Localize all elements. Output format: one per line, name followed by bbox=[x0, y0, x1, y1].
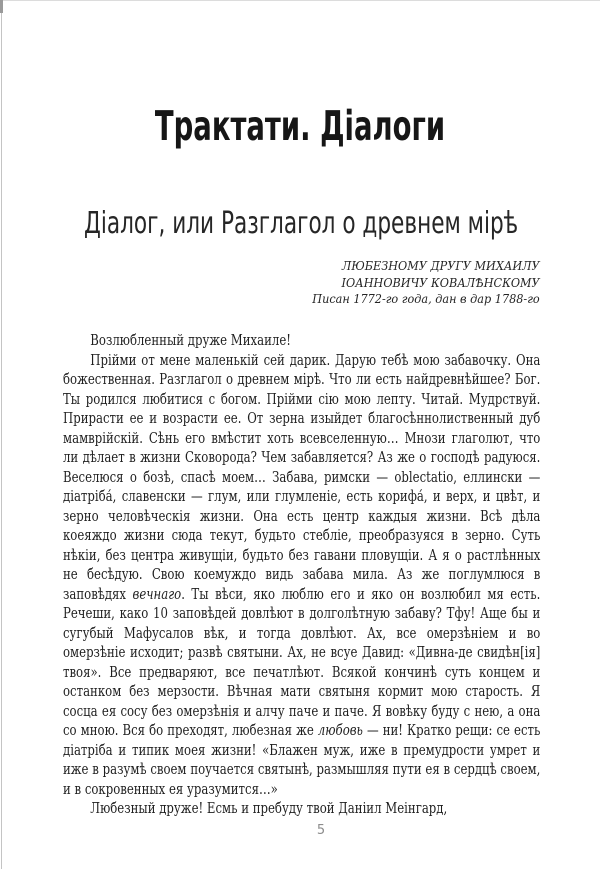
dedication-line-3: Писан 1772-го года, дан в дар 1788-го bbox=[312, 291, 540, 306]
page-left-edge-line bbox=[1, 0, 2, 869]
paragraph-main: Прійми от мене маленькій сей дарик. Дарую тебѣ мою забавочку. Она божественная. Разглагол о древнем мірѣ. Что ли есть найдревнѣйшее? Бог. Ты родился любитися с богом. Прійми сію мою лепту. Читай. Мудрствуй. Прирасти ее и возрасти ее. От зерна изыйдет благосѣннолиственный дуб мамврійскій. Сѣнь его вмѣстит хоть всевселенную… Мнози глаголют, что ли дѣлает в жизни Сковорода? Чем забавляется? Аз же о господѣ радуюся. Веселюся о бозѣ, спасѣ моем… Забава, римски — oblectatio, еллински — діатріба́, славенски — глум, или глумленіе, есть корифа́, и верх, и цвѣт, и зерно человѣческія жизни. Она есть центр каждыя жизни. Всѣ дѣла коеяждо жизни сюда текут, будьто стебліе, преобразуяся в зерно. Суть нѣкіи, без центра живущіи, будьто без гавани пловущіи. А я о растлѣнных не бесѣдую. Свою коемуждо видь забава мила. Аз же поглумлюся в заповѣдях вечнаго. Ты вѣси, яко люблю его и яко он возлюбил мя есть. Речеши, како 10 заповѣдей довлѣют в долголѣтную забаву? Тфу! Аще бы и сугубый Мафусалов вѣк, и тогда довлѣют. Ах, все омерзѣніем и во омерзѣніе исходит; развѣ святыни. Ах, не всуе Давид: «Дивна-де свидѣн[ія] твоя». Все предваряют, все печатлѣют. Всякой кончинѣ суть концем и останком без мерзости. Вѣчная мати святыня кормит мою старость. Я сосца ея сосу без омерзѣнія и алчу паче и паче. Я вовѣку буду с нею, а она со мною. Вся бо преходят, любезная же любовь — ни! Кратко рещи: се есть діатріба и типик моея жизни! «Блажен муж, иже в премудрости умрет и иже в разумѣ своем поучается святынѣ, размышляя пути ея в сердцѣ своем, и в сокровенных ея уразумится…» bbox=[63, 350, 541, 798]
page-corner-mark bbox=[0, 0, 3, 13]
page-number: 5 bbox=[316, 823, 326, 838]
dedication-line-2: ІОАННОВИЧУ КОВАЛѢНСКОМУ bbox=[341, 274, 540, 290]
paragraph-closing: Любезный друже! Есмь и пребуду твой Даніил Меінгард, bbox=[90, 799, 448, 817]
paragraph-salutation: Возлюбленный друже Михаиле! bbox=[90, 331, 291, 349]
section-heading: Діалог, или Разглагол о древнем мірѣ bbox=[83, 206, 519, 241]
chapter-title: Трактати. Діалоги bbox=[154, 102, 446, 150]
dedication bbox=[313, 258, 540, 308]
page-top-edge-line bbox=[0, 0, 600, 1]
body-text bbox=[63, 331, 541, 817]
body-text-inner bbox=[63, 331, 540, 819]
dedication-line-1: ЛЮБЕЗНОМУ ДРУГУ МИХАИЛУ bbox=[342, 258, 540, 273]
